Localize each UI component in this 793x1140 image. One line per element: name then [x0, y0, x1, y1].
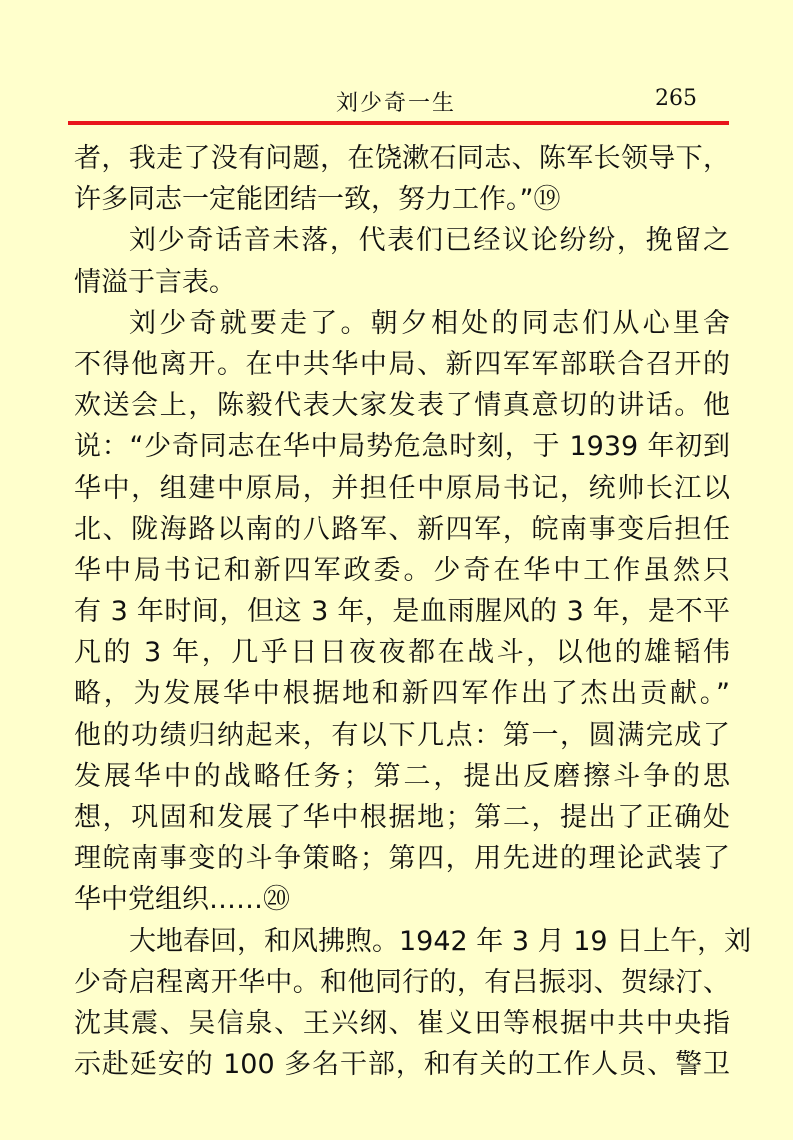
text-line: 有 3 年时间，但这 3 年，是血雨腥风的 3 年，是不平	[74, 596, 730, 628]
text-line: 北、陇海路以南的八路军、新四军，皖南事变后担任	[74, 513, 730, 545]
text-line: 华中局书记和新四军政委。少奇在华中工作虽然只	[74, 554, 730, 586]
bleed-through-smudge	[300, 1100, 490, 1110]
text-line: 发展华中的战略任务；第二，提出反磨擦斗争的思	[74, 760, 730, 792]
text-line: 理皖南事变的斗争策略；第四，用先进的理论武装了	[74, 843, 730, 875]
text-line: 沈其震、吴信泉、王兴纲、崔义田等根据中共中央指	[74, 1007, 730, 1039]
text-line: 情溢于言表。	[74, 266, 236, 298]
text-line: 他的功绩归纳起来，有以下几点：第一，圆满完成了	[74, 719, 730, 751]
running-header	[68, 84, 729, 120]
text-line: 说：“少奇同志在华中局势危急时刻，于 1939 年初到	[74, 431, 730, 463]
paragraph-first-line: 大地春回，和风拂煦。1942 年 3 月 19 日上午，刘	[129, 925, 752, 957]
text-line: 者，我走了没有问题，在饶漱石同志、陈军长领导下，	[74, 143, 730, 174]
header-rule	[68, 121, 729, 125]
paragraph-first-line: 刘少奇就要走了。朝夕相处的同志们从心里舍	[129, 307, 730, 339]
text-line: 欢送会上，陈毅代表大家发表了情真意切的讲话。他	[74, 390, 730, 422]
text-line: 想，巩固和发展了华中根据地；第二，提出了正确处	[74, 802, 730, 833]
book-title: 刘少奇一生	[336, 91, 457, 116]
page-number: 265	[655, 86, 697, 111]
text-line: 少奇启程离开华中。和他同行的，有吕振羽、贺绿汀、	[74, 966, 730, 998]
text-line: 许多同志一定能团结一致，努力工作。”⑲	[74, 184, 561, 216]
text-line: 示赴延安的 100 多名干部，和有关的工作人员、警卫	[74, 1049, 730, 1081]
text-line: 凡的 3 年，几乎日日夜夜都在战斗，以他的雄韬伟	[74, 637, 730, 669]
paragraph-first-line: 刘少奇话音未落，代表们已经议论纷纷，挽留之	[129, 225, 730, 257]
text-line: 略，为发展华中根据地和新四军作出了杰出贡献。”	[74, 678, 730, 710]
body-text	[74, 138, 752, 1085]
text-line: 华中，组建中原局，并担任中原局书记，统帅长江以	[74, 472, 730, 504]
text-line: 华中党组织……⑳	[74, 884, 290, 916]
text-line: 不得他离开。在中共华中局、新四军军部联合召开的	[74, 348, 730, 380]
